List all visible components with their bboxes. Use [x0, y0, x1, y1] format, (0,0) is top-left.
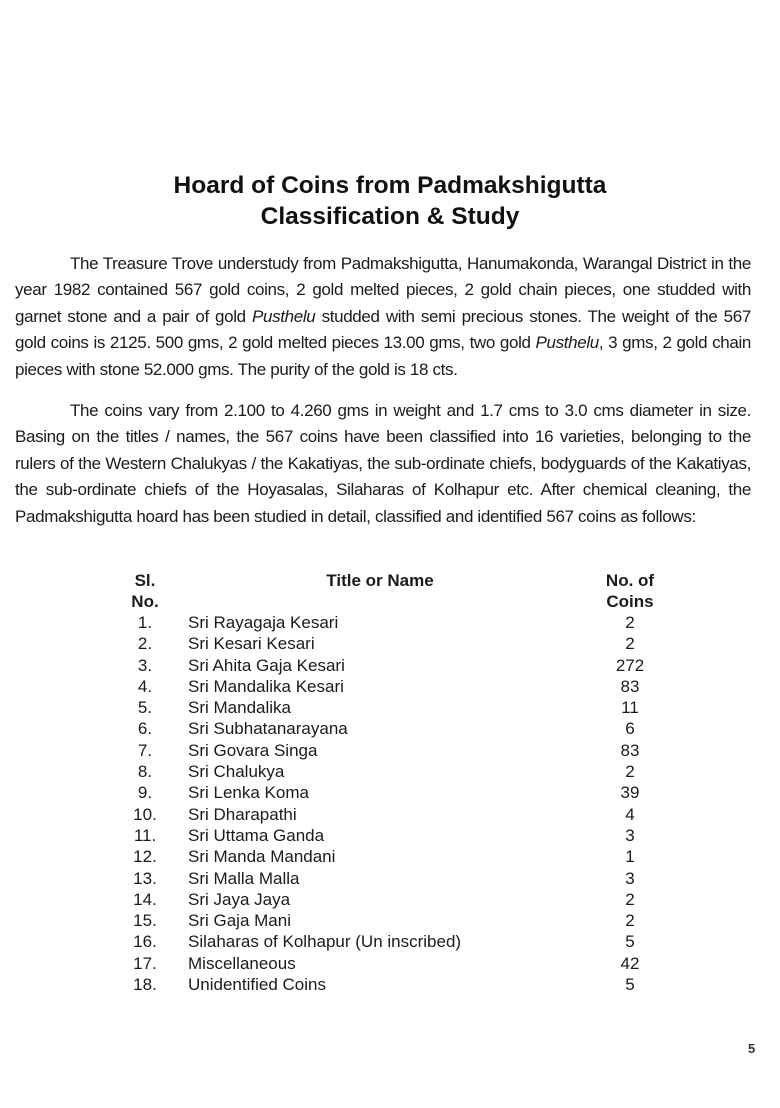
table-row — [115, 931, 675, 952]
table-header — [115, 570, 675, 612]
row-number: 13. — [133, 868, 157, 888]
row-coin-count: 6 — [625, 719, 635, 739]
row-title: Miscellaneous — [188, 953, 296, 973]
row-title: Sri Gaja Mani — [188, 911, 291, 931]
paragraph-text: The Treasure Trove understudy from Padmakshigutta, Hanumakonda, Warangal District in the year 1982 contained 567 gold coins, 2 gold melted pieces, 2 gold chain pieces, one studded with garnet stone and a pair of gold — [15, 254, 751, 326]
coins-classification-table — [115, 570, 675, 995]
row-coin-count: 2 — [625, 762, 635, 782]
table-row — [115, 825, 675, 846]
page-number: 5 — [748, 1041, 756, 1056]
row-number: 10. — [133, 804, 157, 824]
row-number: 17. — [133, 953, 157, 973]
header-text: No. of — [605, 571, 655, 590]
row-coin-count: 1 — [625, 847, 635, 867]
table-row — [115, 655, 675, 676]
table-row — [115, 633, 675, 654]
table-row — [115, 974, 675, 995]
row-title: Sri Jaya Jaya — [188, 889, 291, 909]
row-coin-count: 2 — [625, 613, 635, 632]
italic-term: Pusthelu — [252, 306, 316, 326]
row-title: Sri Manda Mandani — [188, 847, 336, 867]
row-coin-count: 3 — [625, 868, 635, 888]
table-row — [115, 804, 675, 825]
title-line-2: Classification & Study — [260, 203, 520, 230]
page-title — [0, 170, 780, 232]
row-coin-count: 39 — [620, 783, 640, 803]
row-number: 8. — [137, 762, 153, 782]
table-row — [115, 740, 675, 761]
row-number: 12. — [133, 847, 157, 867]
table-row — [115, 953, 675, 974]
table-row — [115, 697, 675, 718]
row-title: Sri Lenka Koma — [188, 783, 309, 803]
row-coin-count: 3 — [625, 825, 635, 845]
table-row — [115, 612, 675, 633]
row-number: 1. — [137, 613, 153, 632]
row-coin-count: 2 — [625, 634, 635, 654]
row-number: 4. — [137, 676, 153, 696]
row-title: Sri Rayagaja Kesari — [188, 613, 339, 632]
row-title: Sri Subhatanarayana — [188, 719, 348, 739]
row-title: Sri Ahita Gaja Kesari — [188, 655, 345, 675]
title-line-1: Hoard of Coins from Padmakshigutta — [173, 172, 607, 199]
row-coin-count: 5 — [625, 975, 635, 995]
row-title: Sri Mandalika Kesari — [188, 676, 344, 696]
row-title: Sri Malla Malla — [188, 868, 300, 888]
row-coin-count: 83 — [620, 740, 640, 760]
table-row — [115, 782, 675, 803]
header-title: Title or Name — [326, 571, 434, 590]
table-row — [115, 910, 675, 931]
row-title: Sri Govara Singa — [188, 740, 318, 760]
intro-paragraph — [15, 251, 751, 383]
row-coin-count: 11 — [621, 698, 639, 718]
row-title: Silaharas of Kolhapur (Un inscribed) — [188, 932, 462, 952]
table-row — [115, 868, 675, 889]
row-title: Sri Dharapathi — [188, 804, 297, 824]
row-number: 18. — [133, 975, 157, 995]
row-number: 5. — [137, 698, 153, 718]
table-row — [115, 676, 675, 697]
row-number: 2. — [137, 634, 153, 654]
row-coin-count: 4 — [625, 804, 635, 824]
header-text: Sl. — [134, 571, 156, 590]
paragraph-text: , 3 gms, 2 gold chain pieces with stone 52.000 gms. The purity of the gold is 18 cts. — [15, 333, 751, 379]
row-title: Sri Uttama Ganda — [188, 825, 325, 845]
row-number: 15. — [133, 911, 157, 931]
row-title: Sri Mandalika — [188, 698, 291, 718]
coins-description-paragraph — [15, 398, 751, 530]
row-number: 11. — [133, 825, 157, 845]
row-number: 14. — [133, 889, 157, 909]
table-row — [115, 846, 675, 867]
paragraph-text: studded with semi precious stones. The weight of the 567 gold coins is 2125. 500 gms, 2 gold melted pieces 13.00 gms, two gold — [15, 306, 751, 353]
row-coin-count: 2 — [625, 911, 635, 931]
header-coin-count — [585, 570, 675, 612]
italic-term: Pusthelu — [535, 333, 599, 353]
row-title: Sri Kesari Kesari — [188, 634, 315, 654]
table-row — [115, 761, 675, 782]
row-title: Sri Chalukya — [188, 762, 285, 782]
row-number: 6. — [137, 719, 153, 739]
row-coin-count: 83 — [620, 676, 640, 696]
table-body — [115, 612, 675, 995]
table-row — [115, 718, 675, 739]
row-number: 16. — [133, 932, 157, 952]
row-coin-count: 5 — [625, 932, 635, 952]
header-text: No. — [131, 592, 159, 611]
paragraph-text: The coins vary from 2.100 to 4.260 gms in weight and 1.7 cms to 3.0 cms diameter in size. Basing on the titles / names, the 567 coins have been classified into 16 varieties, belonging to the rulers of the Western Chalukyas / the Kakatiyas, the sub-ordinate chiefs, bodyguards of the Kakatiyas, the sub-ordinate chiefs of the Hoyasalas, Silaharas of Kolhapur etc. After chemical cleaning, the Padmakshigutta hoard has been studied in detail, classified and identified 567 coins as follows: — [15, 401, 751, 526]
row-number: 3. — [137, 655, 153, 675]
row-coin-count: 42 — [620, 953, 640, 973]
row-number: 9. — [137, 783, 153, 803]
row-coin-count: 2 — [625, 889, 635, 909]
table-row — [115, 889, 675, 910]
row-number: 7. — [137, 740, 153, 760]
row-coin-count: 272 — [615, 655, 645, 675]
header-sl-no — [115, 570, 175, 612]
row-title: Unidentified Coins — [188, 975, 326, 995]
header-text: Coins — [606, 592, 654, 611]
